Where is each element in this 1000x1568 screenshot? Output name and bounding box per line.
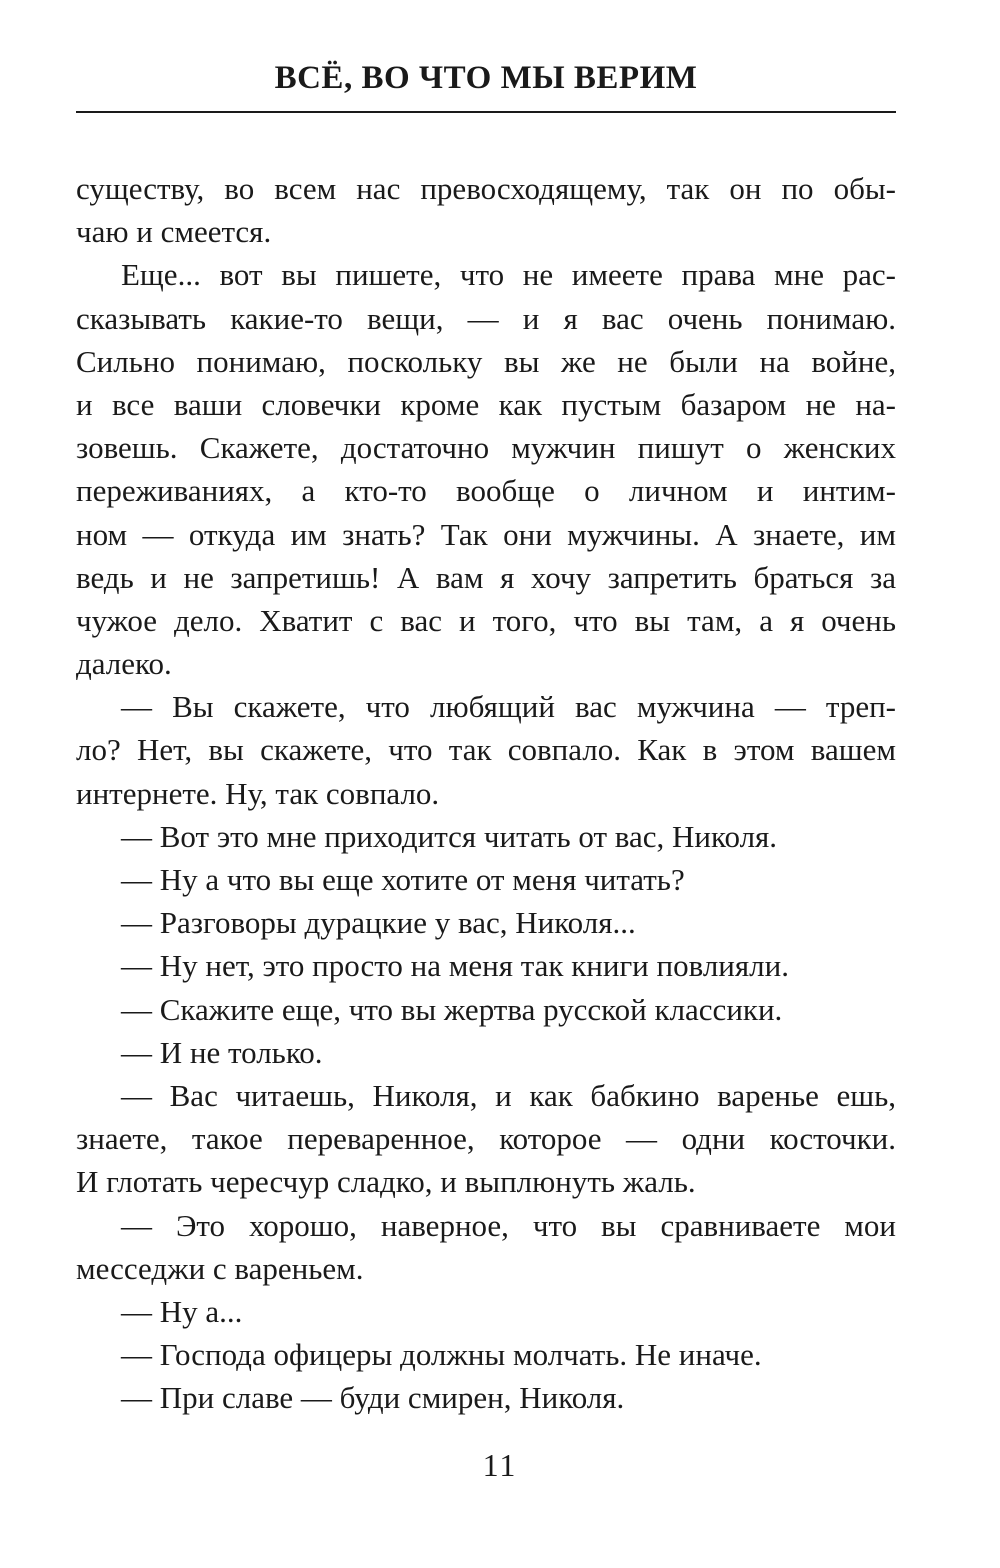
text-line: и все ваши словечки кроме как пустым базаром не на-	[76, 386, 896, 422]
text-line: — Ну нет, это просто на меня так книги повлияли.	[121, 948, 789, 984]
text-line: существу, во всем нас превосходящему, так он по обы-	[76, 171, 896, 206]
text-line: переживаниях, а кто-то вообще о личном и интим-	[76, 473, 896, 509]
text-line: месседжи с вареньем.	[76, 1250, 364, 1286]
text-line: далеко.	[76, 646, 172, 682]
text-line: — Вас читаешь, Николя, и как бабкино варенье ешь,	[121, 1077, 896, 1113]
text-line: чаю и смеется.	[76, 214, 272, 250]
text-line: — Это хорошо, наверное, что вы сравниваете мои	[121, 1207, 896, 1243]
text-line: чужое дело. Хватит с вас и того, что вы там, а я очень	[76, 602, 896, 638]
text-line: — Ну а...	[121, 1293, 243, 1329]
running-head: ВСЁ, ВО ЧТО МЫ ВЕРИМ	[274, 60, 698, 96]
text-line: — Вот это мне приходится читать от вас, Николя.	[121, 818, 778, 854]
text-line: — Ну а что вы еще хотите от меня читать?	[121, 862, 685, 897]
text-line: — Скажите еще, что вы жертва русской классики.	[121, 991, 783, 1027]
text-line: И глотать чересчур сладко, и выплюнуть жаль.	[76, 1164, 696, 1200]
text-line: Сильно понимаю, поскольку вы же не были на войне,	[76, 343, 896, 379]
text-line: — Разговоры дурацкие у вас, Николя...	[121, 905, 636, 941]
text-line: Еще... вот вы пишете, что не имеете права мне рас-	[121, 257, 896, 293]
text-line: — Вы скажете, что любящий вас мужчина — треп-	[121, 689, 896, 725]
text-line: ло? Нет, вы скажете, что так совпало. Как в этом вашем	[76, 732, 896, 768]
text-line: — При славе — буди смирен, Николя.	[121, 1380, 625, 1416]
body-text	[76, 167, 896, 1419]
text-line: ведь и не запретишь! А вам я хочу запретить браться за	[76, 559, 896, 595]
text-line: — И не только.	[121, 1034, 323, 1070]
text-line: — Господа офицеры должны молчать. Не иначе.	[121, 1337, 762, 1373]
page-number: 11	[482, 1447, 518, 1483]
text-line: знаете, такое переваренное, которое — одни косточки.	[76, 1121, 896, 1157]
text-line: интернете. Ну, так совпало.	[76, 775, 440, 811]
text-line: зовешь. Скажете, достаточно мужчин пишут о женских	[76, 430, 896, 466]
header-rule	[76, 111, 896, 113]
text-line: ном — откуда им знать? Так они мужчины. А знаете, им	[76, 516, 896, 552]
text-line: сказывать какие-то вещи, — и я вас очень понимаю.	[76, 300, 896, 336]
